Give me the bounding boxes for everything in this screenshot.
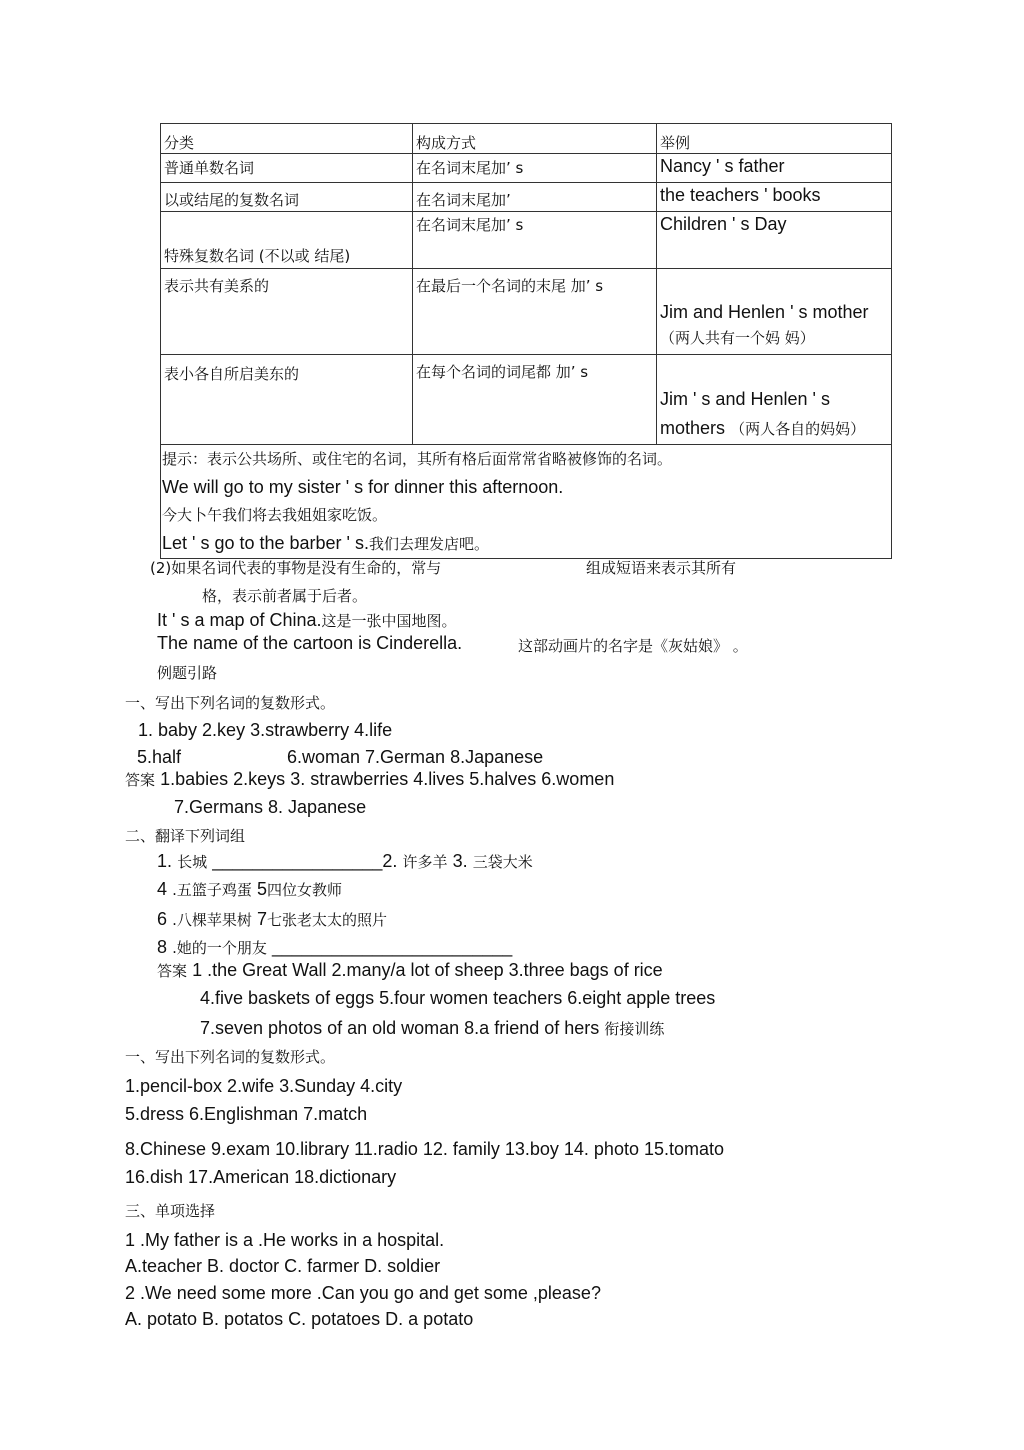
q1-line2a: 5.half: [137, 747, 182, 767]
rule2-example-1: [157, 610, 457, 631]
item-number: 7: [256, 909, 267, 929]
table-row: [161, 355, 892, 445]
q4-sentence-2: 2 .We need some more .Can you go and get some ,please?: [125, 1283, 601, 1303]
q1-answer-line2: 7.Germans 8. Japanese: [174, 797, 367, 817]
item-text: 七张老太太的照片: [267, 911, 388, 929]
item-text: .她的一个朋友: [172, 939, 267, 957]
row-category: 普通单数名词: [161, 154, 413, 183]
item-number: 4: [157, 879, 168, 899]
q4-heading: 三、单项选择: [125, 1202, 216, 1220]
example-cn: 这是一张中国地图。: [321, 612, 457, 630]
row-category: 特殊复数名词 (不以或 结尾): [161, 212, 413, 269]
tip-cell: [161, 445, 892, 559]
q2-answer: [157, 960, 663, 981]
table-header-row: [161, 124, 892, 154]
answer-blank: ________________________: [271, 937, 513, 957]
row-example-cell: [657, 355, 892, 445]
q2-line4: [157, 937, 512, 958]
item-text: 许多羊: [402, 853, 448, 871]
row-note: （两人共有一个妈 妈）: [660, 329, 815, 347]
rule2-example-2-en: The name of the cartoon is Cinderella.: [157, 633, 463, 653]
row-example: mothers: [660, 418, 726, 438]
item-number: 5: [256, 879, 267, 899]
q3-line1: 1.pencil-box 2.wife 3.Sunday 4.city: [125, 1076, 403, 1096]
q4-options-2: A. potato B. potatos C. potatoes D. a potato: [125, 1309, 474, 1329]
row-example-cell: [657, 269, 892, 355]
answer-text: 1.babies 2.keys 3. strawberries 4.lives 5.halves 6.women: [160, 769, 615, 789]
q2-answer-line2: 4.five baskets of eggs 5.four women teachers 6.eight apple trees: [200, 988, 716, 1008]
row-example: Nancy ' s father: [657, 154, 892, 183]
q1-heading: 一、写出下列名词的复数形式。: [125, 694, 336, 712]
item-text: .八棵苹果树: [172, 911, 252, 929]
header-method: 构成方式: [413, 124, 657, 154]
section-label: 衔接训练: [604, 1020, 665, 1038]
rule2-line1a: (2)如果名词代表的事物是没有生命的，常与: [150, 559, 442, 577]
q3-line2: 5.dress 6.Englishman 7.match: [125, 1104, 368, 1124]
item-number: 6: [157, 909, 168, 929]
row-example: the teachers ' books: [657, 183, 892, 212]
row-category: 表示共有美系的: [161, 269, 413, 355]
possessive-table: [160, 123, 892, 559]
q3-line3: 8.Chinese 9.exam 10.library 11.radio 12. family 13.boy 14. photo 15.tomato: [125, 1139, 725, 1159]
q2-heading: 二、翻译下列词组: [125, 827, 246, 845]
rule2-example-2-cn: 这部动画片的名字是《灰姑娘》 。: [518, 637, 748, 655]
row-category: 以或结尾的复数名词: [161, 183, 413, 212]
examples-heading: 例题引路: [157, 664, 218, 682]
tip-row: [161, 445, 892, 559]
row-method: 在名词末尾加’: [413, 183, 657, 212]
q2-line1: [157, 851, 533, 872]
q3-heading: 一、写出下列名词的复数形式。: [125, 1048, 336, 1066]
row-example: Jim and Henlen ' s mother: [660, 302, 869, 322]
header-example: 举例: [657, 124, 892, 154]
item-number: 8: [157, 937, 168, 957]
table-row: [161, 183, 892, 212]
item-number: 3.: [452, 851, 468, 871]
q1-line1: 1. baby 2.key 3.strawberry 4.life: [138, 720, 393, 740]
row-method: 在名词末尾加’ s: [413, 212, 657, 269]
answer-text: 1 .the Great Wall 2.many/a lot of sheep 3.three bags of rice: [192, 960, 663, 980]
tip-example-en: We will go to my sister ' s for dinner this afternoon.: [162, 477, 564, 497]
tip-example-en: Let ' s go to the barber ' s.: [162, 533, 369, 553]
answer-text: 7.seven photos of an old woman 8.a friend of hers: [200, 1018, 600, 1038]
row-category: 表小各自所启美东的: [161, 355, 413, 445]
row-method: 在名词末尾加’ s: [413, 154, 657, 183]
q3-line4: 16.dish 17.American 18.dictionary: [125, 1167, 397, 1187]
item-text: 四位女教师: [267, 881, 343, 899]
row-method: 在最后一个名词的末尾 加’ s: [413, 269, 657, 355]
item-text: .五篮子鸡蛋: [172, 881, 252, 899]
answer-label: 答案: [125, 771, 156, 789]
item-number: 1.: [157, 851, 173, 871]
tip-label: 提示：表示公共场所、或住宅的名词，其所有格后面常常省略被修饰的名词。: [162, 450, 673, 468]
q2-line3: [157, 909, 387, 930]
tip-example-cn: 我们去理发店吧。: [369, 535, 490, 553]
rule2-line1b: 组成短语来表示其所有: [586, 559, 737, 577]
q4-options-1: A.teacher B. doctor C. farmer D. soldier: [125, 1256, 441, 1276]
item-number: 2.: [382, 851, 398, 871]
example-en: It ' s a map of China.: [157, 610, 322, 630]
table-row: [161, 212, 892, 269]
row-method: 在每个名词的词尾都 加’ s: [413, 355, 657, 445]
q1-line2b: 6.woman 7.German 8.Japanese: [287, 747, 544, 767]
q1-answer: [125, 769, 614, 790]
table-row: [161, 269, 892, 355]
row-note: （两人各自的妈妈）: [730, 420, 866, 438]
answer-blank: _________________: [212, 851, 383, 871]
header-category: 分类: [161, 124, 413, 154]
rule2-line2: 格，表示前者属于后者。: [202, 587, 368, 605]
tip-example-cn: 今大卜午我们将去我姐姐家吃饭。: [162, 506, 388, 524]
item-text: 三袋大米: [472, 853, 533, 871]
row-example: Children ' s Day: [657, 212, 892, 269]
q2-answer-line3: [200, 1018, 664, 1039]
item-text: 长城: [177, 853, 208, 871]
answer-label: 答案: [157, 962, 188, 980]
q4-sentence-1: 1 .My father is a .He works in a hospital.: [125, 1230, 445, 1250]
q2-line2: [157, 879, 342, 900]
row-example: Jim ' s and Henlen ' s: [660, 389, 830, 409]
table-row: [161, 154, 892, 183]
